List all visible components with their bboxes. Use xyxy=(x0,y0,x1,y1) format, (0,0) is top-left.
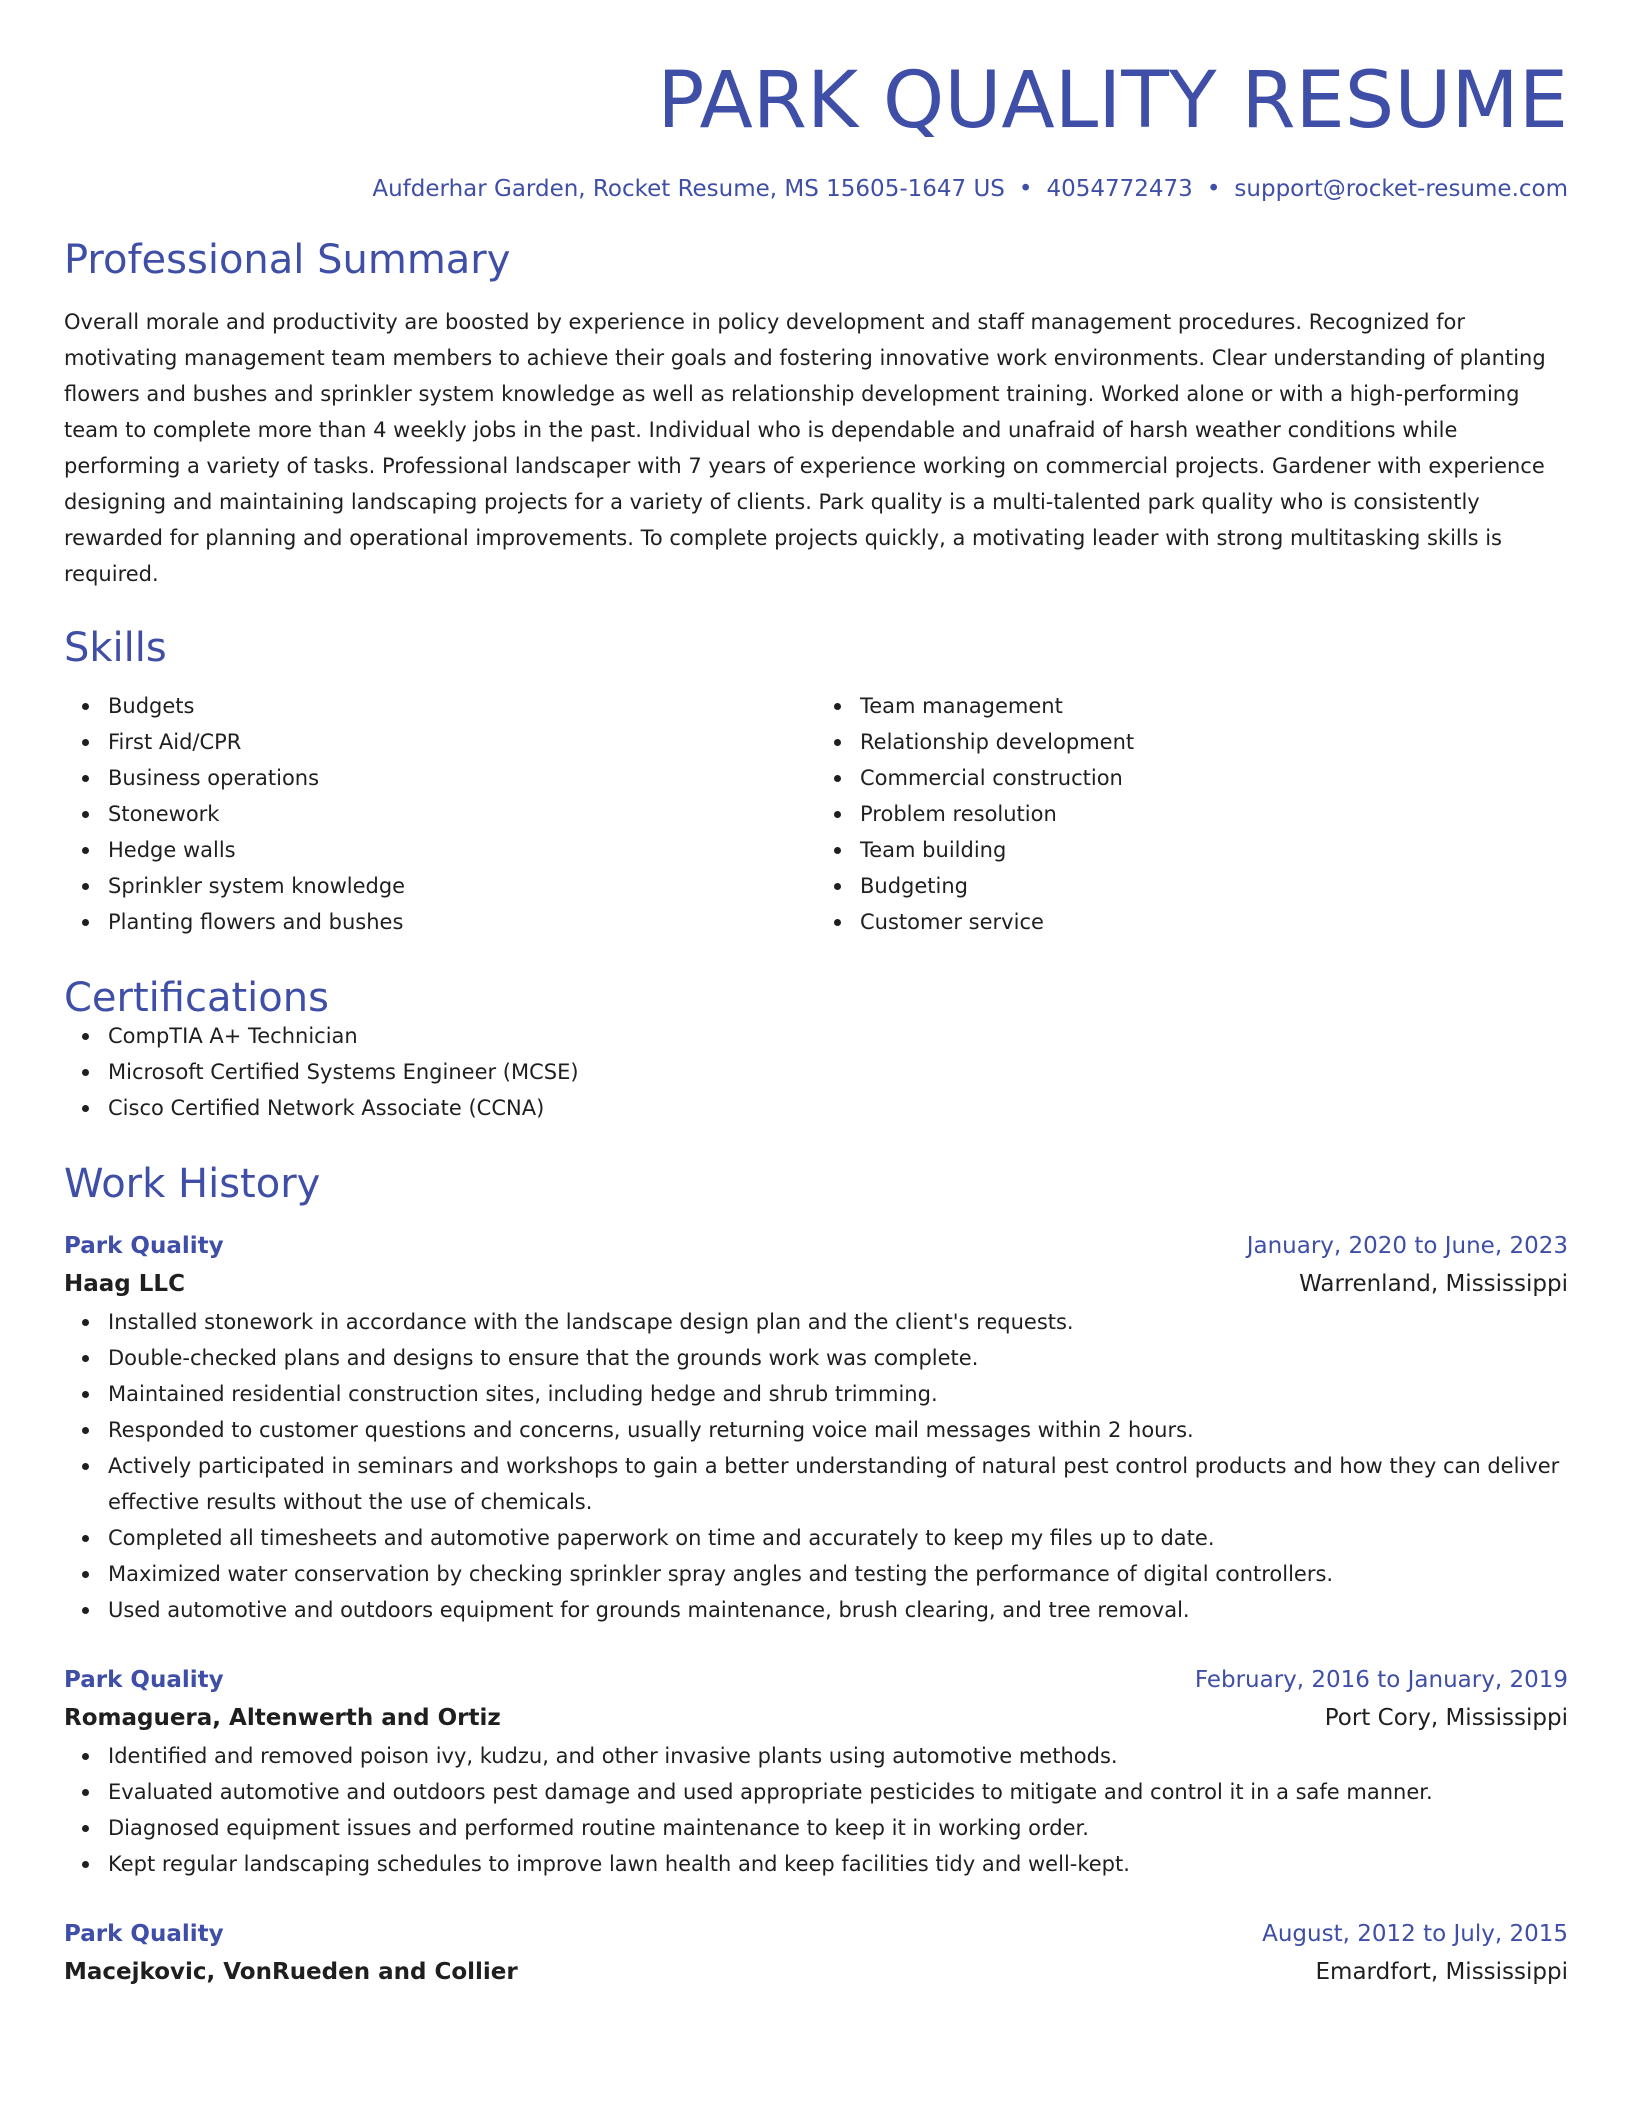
skill-item: Budgets xyxy=(108,688,816,724)
job-company-row xyxy=(64,1952,1568,1992)
certifications-list xyxy=(64,1018,1568,1126)
skill-item: Stonework xyxy=(108,796,816,832)
job-duty: Installed stonework in accordance with the landscape design plan and the client's requests. xyxy=(108,1304,1568,1340)
job-duty: Completed all timesheets and automotive paperwork on time and accurately to keep my files up to date. xyxy=(108,1520,1568,1556)
skill-item: Team management xyxy=(860,688,1568,724)
job-company-row xyxy=(64,1698,1568,1738)
skill-item: Sprinkler system knowledge xyxy=(108,868,816,904)
job-duties-list xyxy=(64,1304,1568,1628)
job-duty: Used automotive and outdoors equipment for grounds maintenance, brush clearing, and tree removal. xyxy=(108,1592,1568,1628)
job-duty: Responded to customer questions and concerns, usually returning voice mail messages within 2 hours. xyxy=(108,1412,1568,1448)
job-title-row xyxy=(64,1662,1568,1698)
job-entry xyxy=(64,1662,1568,1882)
skill-item: Relationship development xyxy=(860,724,1568,760)
job-entry xyxy=(64,1916,1568,1992)
job-dates: February, 2016 to January, 2019 xyxy=(1194,1667,1568,1693)
skills-column-left xyxy=(64,688,816,940)
resume-name: PARK QUALITY RESUME xyxy=(657,56,1568,146)
skill-item: First Aid/CPR xyxy=(108,724,816,760)
skill-item: Team building xyxy=(860,832,1568,868)
skills-column-right xyxy=(816,688,1568,940)
job-location: Port Cory, Mississippi xyxy=(1324,1705,1568,1731)
job-duty: Maintained residential construction sites, including hedge and shrub trimming. xyxy=(108,1376,1568,1412)
job-company: Romaguera, Altenwerth and Ortiz xyxy=(64,1705,501,1731)
job-duty: Diagnosed equipment issues and performed routine maintenance to keep it in working order. xyxy=(108,1810,1568,1846)
job-title: Park Quality xyxy=(64,1667,224,1693)
skills-grid xyxy=(64,688,1568,940)
job-title-row xyxy=(64,1916,1568,1952)
job-dates: January, 2020 to June, 2023 xyxy=(1246,1233,1568,1259)
work-history-heading: Work History xyxy=(64,1161,321,1207)
job-duty: Double-checked plans and designs to ensure that the grounds work was complete. xyxy=(108,1340,1568,1376)
skill-item: Problem resolution xyxy=(860,796,1568,832)
job-title-row xyxy=(64,1228,1568,1264)
summary-text: Overall morale and productivity are boosted by experience in policy development and staff management procedures. Recognized for motivating management team members to achieve their goals and fostering innovative work environments. Clear understanding of planting flowers and bushes and sprinkler system knowledge as well as relationship development training. Worked alone or with a high-performing team to complete more than 4 weekly jobs in the past. Individual who is dependable and unafraid of harsh weather conditions while performing a variety of tasks. Professional landscaper with 7 years of experience working on commercial projects. Gardener with experience designing and maintaining landscaping projects for a variety of clients. Park quality is a multi-talented park quality who is consistently rewarded for planning and operational improvements. To complete projects quickly, a motivating leader with strong multitasking skills is required. xyxy=(64,310,1546,586)
contact-email: support@rocket-resume.com xyxy=(1234,176,1568,202)
job-title: Park Quality xyxy=(64,1233,224,1259)
certification-item: CompTIA A+ Technician xyxy=(108,1018,1568,1054)
job-duty: Maximized water conservation by checking sprinkler spray angles and testing the performance of digital controllers. xyxy=(108,1556,1568,1592)
certification-item: Cisco Certified Network Associate (CCNA) xyxy=(108,1090,1568,1126)
job-duty: Actively participated in seminars and workshops to gain a better understanding of natural pest control products and how they can deliver effective results without the use of chemicals. xyxy=(108,1448,1568,1520)
job-title: Park Quality xyxy=(64,1921,224,1947)
certification-item: Microsoft Certified Systems Engineer (MCSE) xyxy=(108,1054,1568,1090)
job-dates: August, 2012 to July, 2015 xyxy=(1262,1921,1568,1947)
job-duty: Evaluated automotive and outdoors pest damage and used appropriate pesticides to mitigate and control it in a safe manner. xyxy=(108,1774,1568,1810)
skill-item: Planting flowers and bushes xyxy=(108,904,816,940)
contact-phone: 4054772473 xyxy=(1046,176,1193,202)
skill-item: Business operations xyxy=(108,760,816,796)
contact-separator: • xyxy=(1206,176,1221,202)
resume-page xyxy=(64,0,1568,1992)
skills-heading: Skills xyxy=(64,625,167,671)
skill-item: Budgeting xyxy=(860,868,1568,904)
skill-item: Hedge walls xyxy=(108,832,816,868)
job-location: Warrenland, Mississippi xyxy=(1299,1271,1568,1297)
job-duties-list xyxy=(64,1738,1568,1882)
job-company: Macejkovic, VonRueden and Collier xyxy=(64,1959,518,1985)
job-company: Haag LLC xyxy=(64,1271,185,1297)
certifications-heading: Certifications xyxy=(64,975,329,1021)
job-location: Emardfort, Mississippi xyxy=(1315,1959,1568,1985)
contact-address: Aufderhar Garden, Rocket Resume, MS 15605-1647 US xyxy=(372,176,1005,202)
skill-item: Customer service xyxy=(860,904,1568,940)
summary-heading: Professional Summary xyxy=(64,237,511,283)
job-company-row xyxy=(64,1264,1568,1304)
job-duty: Kept regular landscaping schedules to improve lawn health and keep facilities tidy and well-kept. xyxy=(108,1846,1568,1882)
job-duty: Identified and removed poison ivy, kudzu, and other invasive plants using automotive methods. xyxy=(108,1738,1568,1774)
contact-separator: • xyxy=(1018,176,1033,202)
contact-line xyxy=(64,176,1568,202)
skill-item: Commercial construction xyxy=(860,760,1568,796)
job-entry xyxy=(64,1228,1568,1628)
